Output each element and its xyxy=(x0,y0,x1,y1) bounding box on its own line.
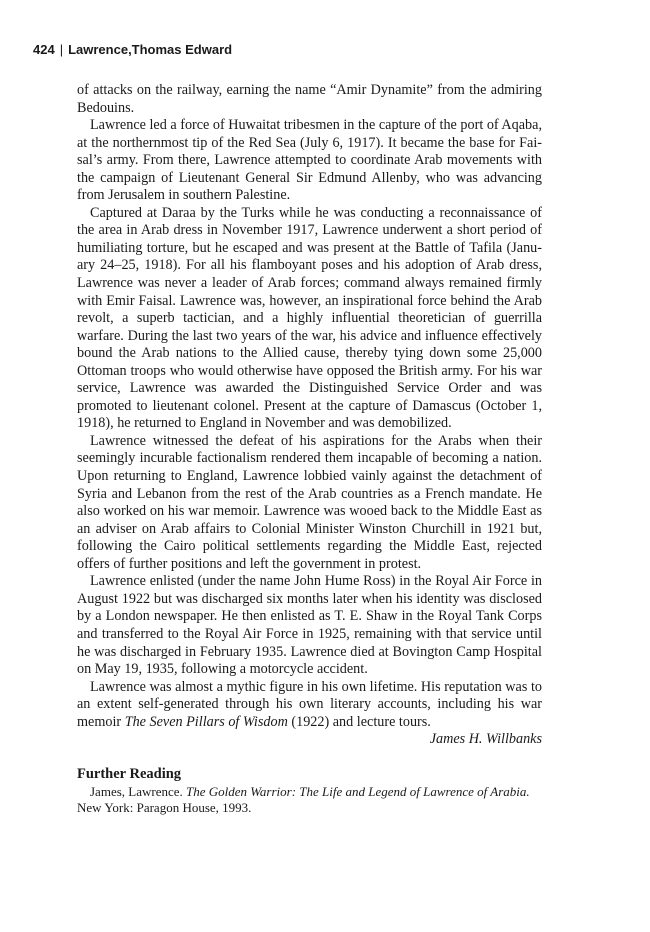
article-body xyxy=(77,82,542,816)
paragraph-5: Lawrence enlisted (under the name John Hume Ross) in the Royal Air Force in August 1922 but was discharged six months later when his identity was disclosed by a London newspaper. He then enlisted as T. E. Shaw in the Royal Tank Corps and transferred to the Royal Air Force in 1925, remaining with that service until he was discharged in February 1935. Lawrence died at Bovington Camp Hospital on May 19, 1935, following a motorcycle accident. xyxy=(77,573,542,678)
author-signature: James H. Willbanks xyxy=(429,731,542,748)
book-title: The Seven Pillars of Wisdom xyxy=(124,713,288,730)
reference-publisher: New York: Paragon House, 1993. xyxy=(77,800,252,816)
page-number: 424 xyxy=(33,42,55,57)
paragraph-4: Lawrence witnessed the defeat of his aspirations for the Arabs when their seemingly incurable factionalism rendered them incapable of becoming a nation. Upon returning to England, Lawrence lobbied vainly against the detachment of Syria and Lebanon from the rest of the Arab countries as a French mandate. He also worked on his war memoir. Lawrence was wooed back to the Middle East as an adviser on Arab affairs to Colonial Minister Winston Churchill in 1921 but, following the Cairo political settlements regarding the Middle East, rejected offers of further positions and left the government in protest. xyxy=(77,432,542,572)
running-head xyxy=(33,42,232,57)
paragraph-6-text-a: Lawrence was almost a mythic figure in his own lifetime. His reputation was to an extent self-generated through his own literary accounts, including his war memoir xyxy=(77,678,542,730)
reference-title: The Golden Warrior: The Life and Legend of Lawrence of Arabia. xyxy=(186,784,530,800)
reference-author: James, Lawrence. xyxy=(90,784,187,800)
further-reading-entry xyxy=(77,784,542,816)
paragraph-2: Lawrence led a force of Huwaitat tribesmen in the capture of the port of Aqaba, at the northernmost tip of the Red Sea (July 6, 1917). It became the base for Faisal’s army. From there, Lawrence attempted to coordinate Arab movements with the campaign of Lieutenant General Sir Edmund Allenby, who was advancing from Jerusalem in southern Palestine. xyxy=(77,117,542,204)
paragraph-1: of attacks on the railway, earning the name “Amir Dynamite” from the admiring Bedouins. xyxy=(77,82,542,116)
header-separator: | xyxy=(59,42,64,57)
further-reading-heading: Further Reading xyxy=(77,765,182,782)
paragraph-6-text-b: (1922) and lecture tours. xyxy=(287,713,431,730)
paragraph-6 xyxy=(77,679,542,732)
entry-title: Lawrence,Thomas Edward xyxy=(68,42,233,57)
paragraph-3: Captured at Daraa by the Turks while he was conducting a reconnaissance of the area in Arab dress in November 1917, Lawrence underwent a short period of humiliating torture, but he escaped and was present at the Battle of Tafila (January 24–25, 1918). For all his flamboyant poses and his adoption of Arab dress, Lawrence was never a leader of Arab forces; command always remained firmly with Emir Faisal. Lawrence was, however, an inspirational force behind the Arab revolt, a superb tactician, and a highly influential theoretician of guerrilla warfare. During the last two years of the war, his advice and influence effectively bound the Arab nations to the Allied cause, thereby tying down some 25,000 Ottoman troops who would otherwise have opposed the British army. For his war service, Lawrence was awarded the Distinguished Service Order and was promoted to lieutenant colonel. Present at the capture of Damascus (October 1, 1918), he returned to England in November and was demobilized. xyxy=(77,204,542,432)
